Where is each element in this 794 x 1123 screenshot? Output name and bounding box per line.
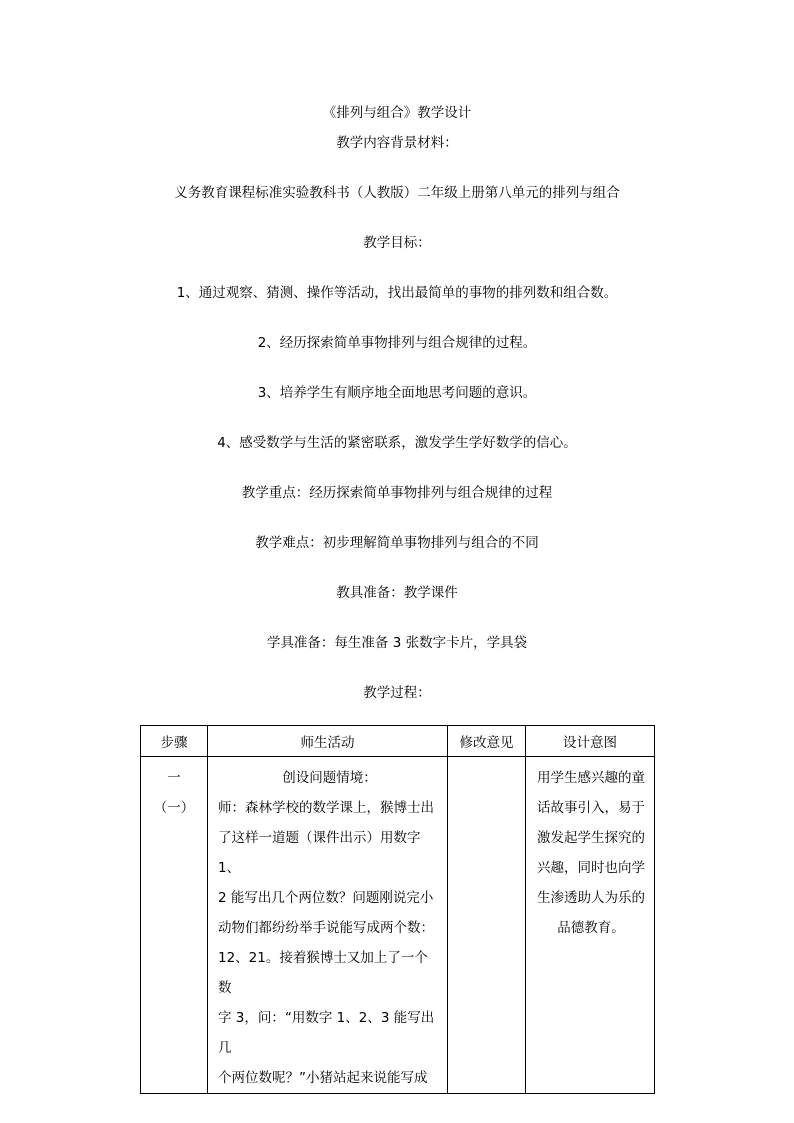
activity-line: 2 能写出几个两位数？问题刚说完小 <box>218 890 434 906</box>
student-tools: 学具准备：每生准备 3 张数字卡片，学具袋 <box>266 635 528 651</box>
activity-cell <box>208 757 448 1094</box>
objective-1: 1、通过观察、猜测、操作等活动，找出最简单的事物的排列数和组合数。 <box>176 285 618 301</box>
process-heading: 教学过程： <box>363 685 431 701</box>
objective-2: 2、经历探索简单事物排列与组合规律的过程。 <box>257 335 537 351</box>
step-cell <box>141 757 208 1094</box>
teacher-tools: 教具准备：教学课件 <box>336 585 458 601</box>
step-sub: （一） <box>153 800 195 816</box>
header-revision: 修改意见 <box>448 726 526 757</box>
revision-cell <box>448 757 526 1094</box>
activity-line: 个两位数呢？”小猪站起来说能写成 <box>218 1070 428 1086</box>
design-cell <box>526 757 655 1094</box>
difficulty: 教学难点：初步理解简单事物排列与组合的不同 <box>255 535 539 551</box>
header-step: 步骤 <box>141 726 208 757</box>
table-row <box>141 757 655 1094</box>
design-line: 话故事引入，易于 <box>537 800 645 816</box>
activity-line: 字 3，问：“用数字 1、2、3 能写出几 <box>218 1010 435 1056</box>
objectives-heading: 教学目标： <box>363 235 431 251</box>
design-line: 兴趣，同时也向学 <box>537 860 645 876</box>
header-design: 设计意图 <box>526 726 655 757</box>
objective-3: 3、培养学生有顺序地全面地思考问题的意识。 <box>257 385 537 401</box>
step-number: 一 <box>167 770 181 786</box>
activity-line: 了这样一道题（课件出示）用数字 1、 <box>218 830 421 876</box>
key-point: 教学重点：经历探索简单事物排列与组合规律的过程 <box>241 485 553 501</box>
activity-line: 12、21。接着猴博士又加上了一个数 <box>218 950 428 996</box>
activity-line: 师：森林学校的数学课上，猴博士出 <box>218 800 434 816</box>
background-heading: 教学内容背景材料： <box>336 135 458 151</box>
document-title: 《排列与组合》教学设计 <box>322 105 472 121</box>
table-header-row <box>141 726 655 757</box>
background-text: 义务教育课程标准实验教科书（人教版）二年级上册第八单元的排列与组合 <box>174 185 620 201</box>
objective-4: 4、感受数学与生活的紧密联系，激发学生学好数学的信心。 <box>217 435 577 451</box>
header-activity: 师生活动 <box>208 726 448 757</box>
activity-title: 创设问题情境： <box>282 770 377 786</box>
design-line: 品德教育。 <box>557 920 625 936</box>
design-line: 用学生感兴趣的童 <box>537 770 645 786</box>
design-line: 激发起学生探究的 <box>537 830 645 846</box>
teaching-process-table <box>140 725 655 1094</box>
activity-line: 动物们都纷纷举手说能写成两个数： <box>218 920 434 936</box>
design-line: 生渗透助人为乐的 <box>537 890 645 906</box>
